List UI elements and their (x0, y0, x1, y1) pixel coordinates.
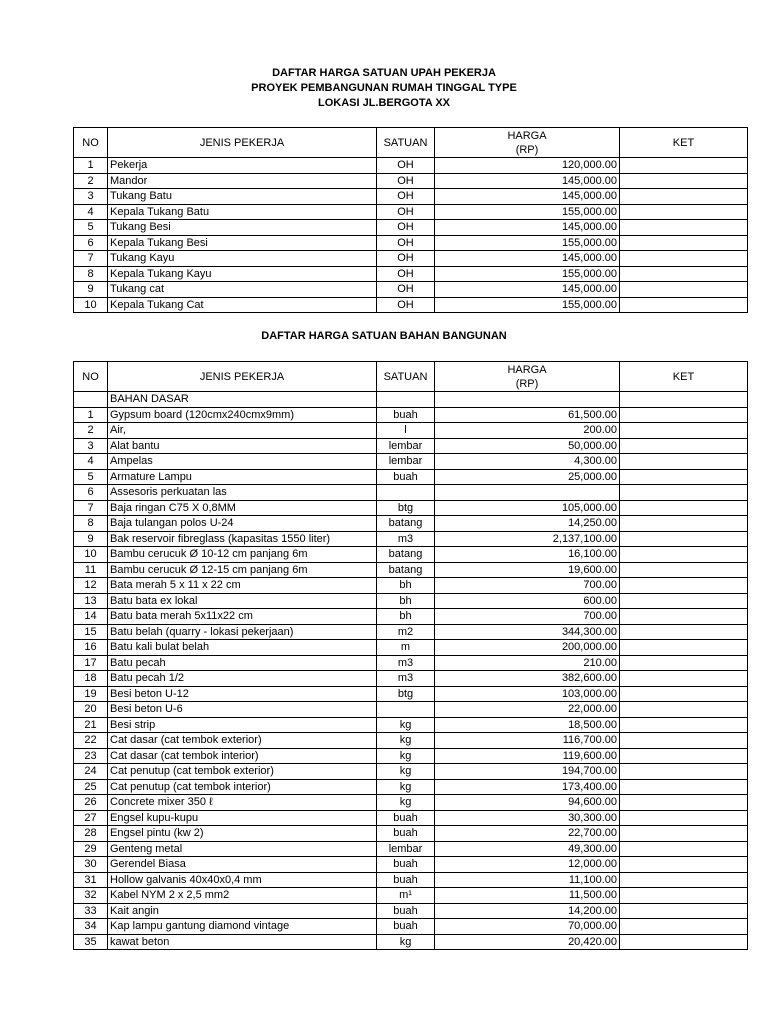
row-ket (620, 407, 748, 423)
row-unit: kg (377, 764, 435, 780)
table-row (74, 826, 748, 842)
table-row (74, 671, 748, 687)
table-row (74, 516, 748, 532)
table-header-row (74, 362, 748, 392)
row-price: 145,000.00 (435, 173, 620, 189)
row-no: 5 (74, 220, 108, 236)
row-unit: btg (377, 500, 435, 516)
document-title (0, 66, 768, 111)
row-unit (377, 485, 435, 501)
row-price: 382,600.00 (435, 671, 620, 687)
row-unit: bh (377, 593, 435, 609)
row-no: 15 (74, 624, 108, 640)
materials-price-table (73, 361, 748, 950)
row-name: Engsel pintu (kw 2) (108, 826, 377, 842)
row-ket (620, 717, 748, 733)
col-name-header: JENIS PEKERJA (108, 128, 377, 158)
row-no: 5 (74, 469, 108, 485)
table-row (74, 423, 748, 439)
table-row (74, 810, 748, 826)
row-name: Tukang Batu (108, 189, 377, 205)
row-unit: kg (377, 934, 435, 950)
row-price: 20,420.00 (435, 934, 620, 950)
row-ket (620, 547, 748, 563)
table-row (74, 655, 748, 671)
row-no: 23 (74, 748, 108, 764)
row-no: 2 (74, 173, 108, 189)
row-price: 14,200.00 (435, 903, 620, 919)
table-row (74, 764, 748, 780)
row-name: Alat bantu (108, 438, 377, 454)
table-row (74, 158, 748, 174)
row-ket (620, 655, 748, 671)
table-row (74, 903, 748, 919)
row-ket (620, 516, 748, 532)
row-ket (620, 485, 748, 501)
row-no: 1 (74, 407, 108, 423)
row-no: 7 (74, 251, 108, 267)
table-row (74, 702, 748, 718)
table-row (74, 733, 748, 749)
row-no: 9 (74, 282, 108, 298)
row-price: 700.00 (435, 578, 620, 594)
row-ket (620, 578, 748, 594)
table-row (74, 547, 748, 563)
table-row (74, 609, 748, 625)
row-no: 6 (74, 485, 108, 501)
table-row (74, 438, 748, 454)
row-no: 26 (74, 795, 108, 811)
table-row (74, 578, 748, 594)
row-no: 8 (74, 266, 108, 282)
row-name: Bak reservoir fibreglass (kapasitas 1550 liter) (108, 531, 377, 547)
row-unit: buah (377, 857, 435, 873)
table-row (74, 469, 748, 485)
row-ket (620, 733, 748, 749)
row-name: Batu bata ex lokal (108, 593, 377, 609)
table-row (74, 562, 748, 578)
row-no: 1 (74, 158, 108, 174)
row-name: Engsel kupu-kupu (108, 810, 377, 826)
row-unit: lembar (377, 841, 435, 857)
row-ket (620, 266, 748, 282)
row-ket (620, 438, 748, 454)
row-no: 20 (74, 702, 108, 718)
table-row (74, 173, 748, 189)
row-ket (620, 826, 748, 842)
row-name: Batu belah (quarry - lokasi pekerjaan) (108, 624, 377, 640)
table-row (74, 686, 748, 702)
row-no: 22 (74, 733, 108, 749)
row-name: Cat penutup (cat tembok exterior) (108, 764, 377, 780)
row-name: Tukang Kayu (108, 251, 377, 267)
row-name: Besi beton U-6 (108, 702, 377, 718)
row-unit: m2 (377, 624, 435, 640)
row-ket (620, 562, 748, 578)
row-unit: buah (377, 919, 435, 935)
row-ket (620, 158, 748, 174)
materials-title: DAFTAR HARGA SATUAN BAHAN BANGUNAN (261, 330, 507, 342)
table-row (74, 220, 748, 236)
row-unit: OH (377, 282, 435, 298)
row-no: 10 (74, 547, 108, 563)
col-price-header (435, 128, 620, 158)
table-row (74, 235, 748, 251)
row-name: Mandor (108, 173, 377, 189)
row-ket (620, 251, 748, 267)
row-name: Bambu cerucuk Ø 10-12 cm panjang 6m (108, 547, 377, 563)
table-row (74, 407, 748, 423)
row-unit: batang (377, 516, 435, 532)
row-name: Cat dasar (cat tembok exterior) (108, 733, 377, 749)
row-unit: OH (377, 266, 435, 282)
row-price: 49,300.00 (435, 841, 620, 857)
row-price: 145,000.00 (435, 220, 620, 236)
row-name: Gypsum board (120cmx240cmx9mm) (108, 407, 377, 423)
row-ket (620, 640, 748, 656)
row-unit: OH (377, 204, 435, 220)
row-unit: lembar (377, 454, 435, 470)
row-no: 24 (74, 764, 108, 780)
row-ket (620, 624, 748, 640)
row-unit: buah (377, 872, 435, 888)
row-name: Genteng metal (108, 841, 377, 857)
row-ket (620, 454, 748, 470)
row-name: Bata merah 5 x 11 x 22 cm (108, 578, 377, 594)
row-name: Kepala Tukang Batu (108, 204, 377, 220)
row-name: Batu pecah (108, 655, 377, 671)
row-price: 119,600.00 (435, 748, 620, 764)
row-no: 28 (74, 826, 108, 842)
row-unit: buah (377, 407, 435, 423)
row-price: 210.00 (435, 655, 620, 671)
row-unit: bh (377, 578, 435, 594)
row-ket (620, 531, 748, 547)
row-name: Kepala Tukang Cat (108, 297, 377, 313)
table-row (74, 266, 748, 282)
row-price: 22,000.00 (435, 702, 620, 718)
row-ket (620, 857, 748, 873)
row-ket (620, 779, 748, 795)
col-ket-header: KET (620, 362, 748, 392)
row-no: 17 (74, 655, 108, 671)
table-row (74, 531, 748, 547)
row-no: 31 (74, 872, 108, 888)
table-row (74, 624, 748, 640)
price-header-top: HARGA (507, 129, 547, 142)
row-price: 22,700.00 (435, 826, 620, 842)
row-ket (620, 609, 748, 625)
row-unit: lembar (377, 438, 435, 454)
row-unit: kg (377, 717, 435, 733)
row-price: 155,000.00 (435, 235, 620, 251)
row-ket (620, 671, 748, 687)
row-price: 155,000.00 (435, 297, 620, 313)
row-ket (620, 500, 748, 516)
row-unit: OH (377, 173, 435, 189)
row-name: Cat penutup (cat tembok interior) (108, 779, 377, 795)
col-price-header (435, 362, 620, 392)
title-line-2: PROYEK PEMBANGUNAN RUMAH TINGGAL TYPE (251, 82, 517, 94)
row-unit: buah (377, 826, 435, 842)
row-unit: OH (377, 235, 435, 251)
row-price: 120,000.00 (435, 158, 620, 174)
row-name: Concrete mixer 350 ℓ (108, 795, 377, 811)
table-row (74, 593, 748, 609)
row-price (435, 485, 620, 501)
table-row (74, 189, 748, 205)
row-price: 103,000.00 (435, 686, 620, 702)
table-row (74, 297, 748, 313)
row-ket (620, 919, 748, 935)
row-unit: btg (377, 686, 435, 702)
row-price: 14,250.00 (435, 516, 620, 532)
row-price: 11,100.00 (435, 872, 620, 888)
table-row (74, 841, 748, 857)
row-name: Cat dasar (cat tembok interior) (108, 748, 377, 764)
row-price: 94,600.00 (435, 795, 620, 811)
row-name: Baja ringan C75 X 0,8MM (108, 500, 377, 516)
row-unit: m¹ (377, 888, 435, 904)
price-header-top: HARGA (507, 363, 547, 376)
row-price: 155,000.00 (435, 204, 620, 220)
row-price: 145,000.00 (435, 189, 620, 205)
row-ket (620, 764, 748, 780)
row-unit: m3 (377, 655, 435, 671)
row-no: 29 (74, 841, 108, 857)
row-price: 61,500.00 (435, 407, 620, 423)
row-no: 9 (74, 531, 108, 547)
row-ket (620, 686, 748, 702)
table-row (74, 454, 748, 470)
row-unit: m (377, 640, 435, 656)
row-unit: l (377, 423, 435, 439)
row-ket (620, 888, 748, 904)
col-no-header: NO (74, 128, 108, 158)
row-price: 200,000.00 (435, 640, 620, 656)
row-ket (620, 282, 748, 298)
row-price: 116,700.00 (435, 733, 620, 749)
row-no: 34 (74, 919, 108, 935)
row-unit: buah (377, 469, 435, 485)
row-name: Kepala Tukang Besi (108, 235, 377, 251)
row-no: 18 (74, 671, 108, 687)
row-name: Besi beton U-12 (108, 686, 377, 702)
row-ket (620, 204, 748, 220)
row-ket (620, 903, 748, 919)
row-no: 32 (74, 888, 108, 904)
col-no-header: NO (74, 362, 108, 392)
row-ket (620, 702, 748, 718)
row-unit: m3 (377, 531, 435, 547)
row-unit (377, 702, 435, 718)
row-name: Tukang cat (108, 282, 377, 298)
group-row (74, 392, 748, 408)
col-name-header: JENIS PEKERJA (108, 362, 377, 392)
row-ket (620, 189, 748, 205)
row-no: 8 (74, 516, 108, 532)
row-price: 145,000.00 (435, 251, 620, 267)
table-row (74, 717, 748, 733)
row-no: 2 (74, 423, 108, 439)
row-no: 14 (74, 609, 108, 625)
table-header-row (74, 128, 748, 158)
row-unit: buah (377, 810, 435, 826)
row-no: 13 (74, 593, 108, 609)
row-price: 200.00 (435, 423, 620, 439)
row-ket (620, 795, 748, 811)
row-no: 21 (74, 717, 108, 733)
row-price: 25,000.00 (435, 469, 620, 485)
row-price: 700.00 (435, 609, 620, 625)
row-name: Batu kali bulat belah (108, 640, 377, 656)
row-price: 600.00 (435, 593, 620, 609)
row-no: 6 (74, 235, 108, 251)
col-unit-header: SATUAN (377, 362, 435, 392)
table-row (74, 857, 748, 873)
row-ket (620, 934, 748, 950)
row-price: 194,700.00 (435, 764, 620, 780)
row-price: 16,100.00 (435, 547, 620, 563)
row-unit: bh (377, 609, 435, 625)
row-price: 155,000.00 (435, 266, 620, 282)
row-name: Air, (108, 423, 377, 439)
row-ket (620, 810, 748, 826)
row-name: Armature Lampu (108, 469, 377, 485)
row-no: 7 (74, 500, 108, 516)
title-line-1: DAFTAR HARGA SATUAN UPAH PEKERJA (272, 67, 496, 79)
row-name: Gerendel Biasa (108, 857, 377, 873)
table-row (74, 795, 748, 811)
row-unit: OH (377, 220, 435, 236)
row-name: Besi strip (108, 717, 377, 733)
table-row (74, 934, 748, 950)
row-price: 344,300.00 (435, 624, 620, 640)
labor-price-table (73, 127, 748, 313)
row-name: Assesoris perkuatan las (108, 485, 377, 501)
row-name: Ampelas (108, 454, 377, 470)
row-unit: buah (377, 903, 435, 919)
row-ket (620, 297, 748, 313)
row-no: 11 (74, 562, 108, 578)
table-row (74, 204, 748, 220)
table-row (74, 500, 748, 516)
row-ket (620, 841, 748, 857)
table-row (74, 888, 748, 904)
row-price: 105,000.00 (435, 500, 620, 516)
row-no: 19 (74, 686, 108, 702)
row-name: Batu bata merah 5x11x22 cm (108, 609, 377, 625)
row-no: 27 (74, 810, 108, 826)
row-ket (620, 235, 748, 251)
row-name: Kap lampu gantung diamond vintage (108, 919, 377, 935)
row-unit: kg (377, 779, 435, 795)
row-name: Kepala Tukang Kayu (108, 266, 377, 282)
row-name: Batu pecah 1/2 (108, 671, 377, 687)
row-price: 11,500.00 (435, 888, 620, 904)
row-price: 30,300.00 (435, 810, 620, 826)
title-line-3: LOKASI JL.BERGOTA XX (317, 97, 450, 109)
row-no: 16 (74, 640, 108, 656)
row-unit: OH (377, 297, 435, 313)
row-unit: kg (377, 748, 435, 764)
row-ket (620, 173, 748, 189)
row-no: 4 (74, 204, 108, 220)
row-price: 70,000.00 (435, 919, 620, 935)
row-no: 35 (74, 934, 108, 950)
row-name: Pekerja (108, 158, 377, 174)
row-price: 12,000.00 (435, 857, 620, 873)
row-no: 10 (74, 297, 108, 313)
col-unit-header: SATUAN (377, 128, 435, 158)
row-price: 2,137,100.00 (435, 531, 620, 547)
row-no: 3 (74, 189, 108, 205)
row-no: 4 (74, 454, 108, 470)
row-name: Kait angin (108, 903, 377, 919)
row-price: 19,600.00 (435, 562, 620, 578)
row-unit: kg (377, 733, 435, 749)
table-row (74, 872, 748, 888)
row-ket (620, 423, 748, 439)
group-label: BAHAN DASAR (108, 392, 377, 408)
row-unit: OH (377, 189, 435, 205)
row-no: 33 (74, 903, 108, 919)
price-header-bottom: (RP) (515, 143, 539, 156)
row-ket (620, 220, 748, 236)
table-row (74, 251, 748, 267)
row-name: kawat beton (108, 934, 377, 950)
row-unit: m3 (377, 671, 435, 687)
row-ket (620, 748, 748, 764)
row-name: Hollow galvanis 40x40x0,4 mm (108, 872, 377, 888)
row-price: 18,500.00 (435, 717, 620, 733)
row-ket (620, 872, 748, 888)
table-row (74, 485, 748, 501)
row-unit: OH (377, 251, 435, 267)
price-header-bottom: (RP) (515, 377, 539, 390)
row-name: Bambu cerucuk Ø 12-15 cm panjang 6m (108, 562, 377, 578)
table-row (74, 748, 748, 764)
row-price: 145,000.00 (435, 282, 620, 298)
row-price: 4,300.00 (435, 454, 620, 470)
row-no: 12 (74, 578, 108, 594)
row-unit: OH (377, 158, 435, 174)
row-ket (620, 469, 748, 485)
row-price: 50,000.00 (435, 438, 620, 454)
row-unit: batang (377, 562, 435, 578)
row-no: 30 (74, 857, 108, 873)
table-row (74, 282, 748, 298)
row-name: Tukang Besi (108, 220, 377, 236)
row-unit: batang (377, 547, 435, 563)
row-price: 173,400.00 (435, 779, 620, 795)
row-name: Kabel NYM 2 x 2,5 mm2 (108, 888, 377, 904)
row-no: 25 (74, 779, 108, 795)
col-ket-header: KET (620, 128, 748, 158)
table-row (74, 779, 748, 795)
row-no: 3 (74, 438, 108, 454)
row-name: Baja tulangan polos U-24 (108, 516, 377, 532)
table-row (74, 919, 748, 935)
table-row (74, 640, 748, 656)
row-unit: kg (377, 795, 435, 811)
row-ket (620, 593, 748, 609)
